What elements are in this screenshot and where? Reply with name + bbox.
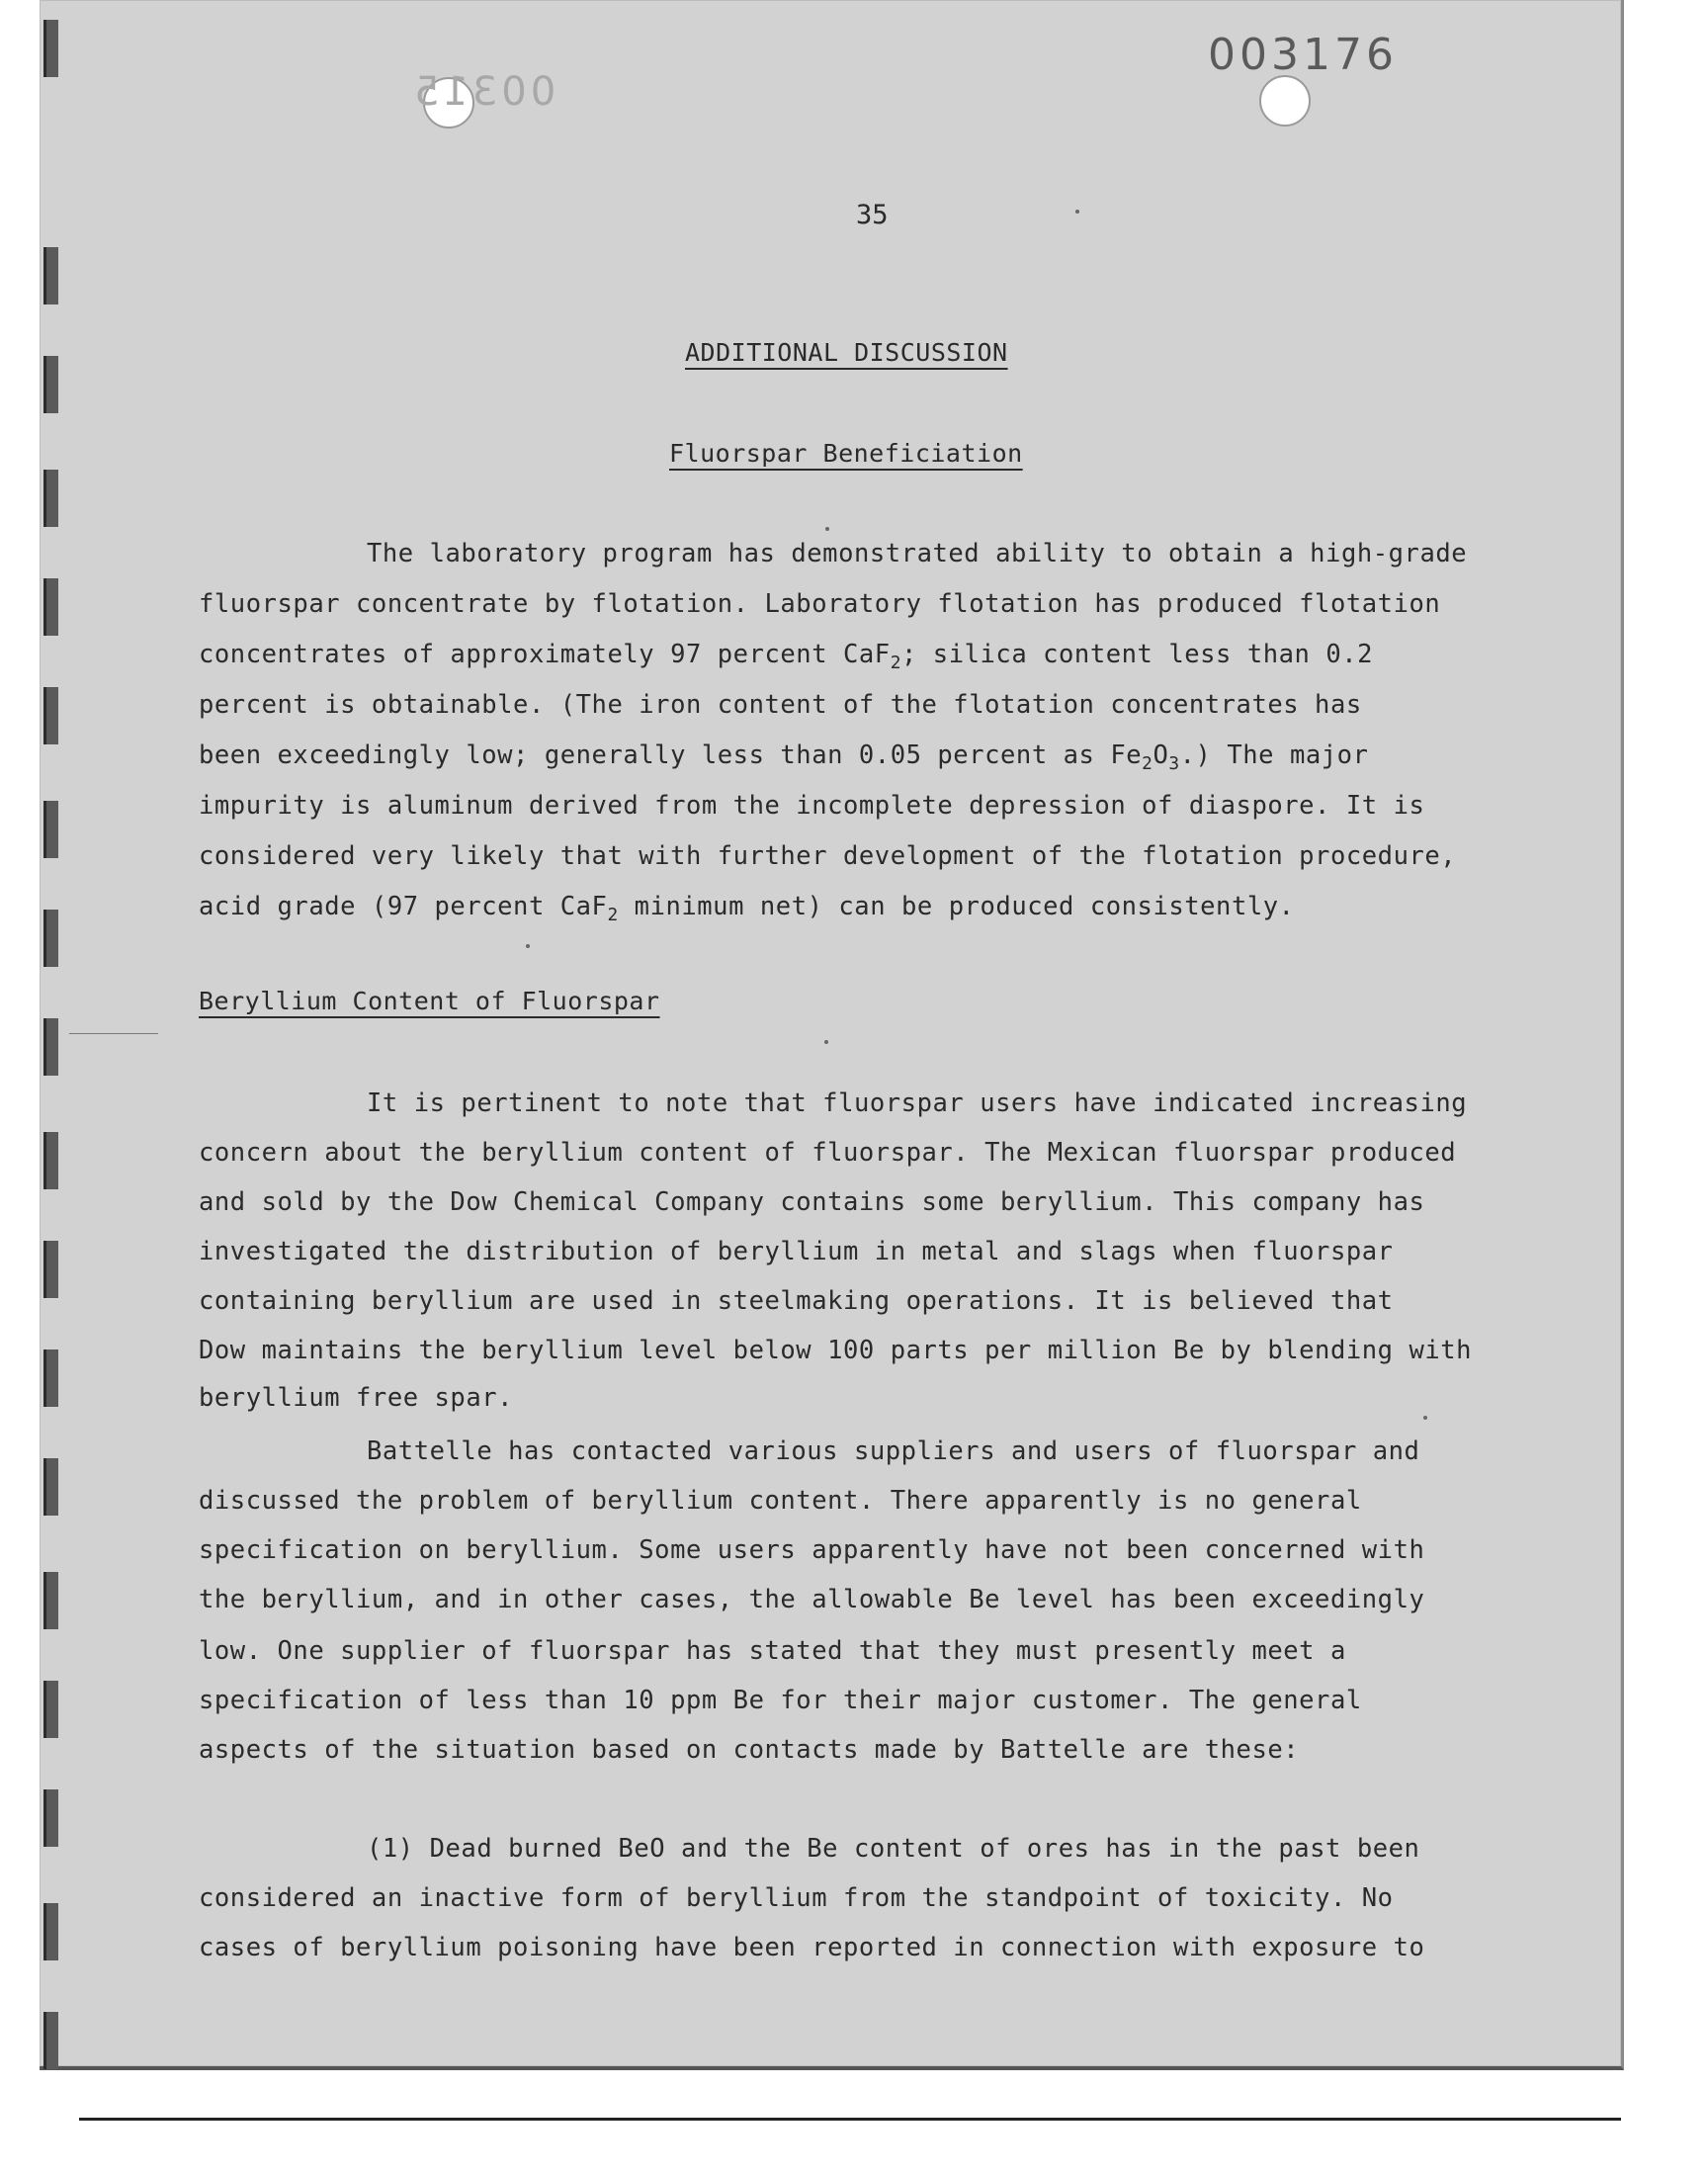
text-run: O (1153, 740, 1169, 770)
binding-strip (43, 20, 57, 2076)
binding-tab (43, 2012, 58, 2069)
speck (526, 944, 530, 948)
binding-tab (43, 1789, 58, 1847)
binding-tab (43, 20, 58, 77)
binding-tab (43, 910, 58, 967)
text-line: cases of beryllium poisoning have been reported in connection with exposure to (199, 1933, 1425, 1962)
sub-heading: Fluorspar Beneficiation (669, 439, 1023, 468)
subscript: 2 (890, 652, 901, 674)
binding-tab (43, 1018, 58, 1076)
binding-tab (43, 1681, 58, 1738)
text-line (199, 640, 1373, 678)
page-number: 35 (856, 200, 889, 230)
text-line: concern about the beryllium content of fluorspar. The Mexican fluorspar produced (199, 1138, 1457, 1168)
text-line: the beryllium, and in other cases, the allowable Be level has been exceedingly (199, 1585, 1425, 1614)
document-number-stamp: 003176 (1208, 30, 1398, 80)
section-heading: Beryllium Content of Fluorspar (199, 987, 660, 1015)
text-line: containing beryllium are used in steelmaking operations. It is believed that (199, 1286, 1394, 1316)
text-run: minimum net) can be produced consistently. (618, 892, 1295, 921)
text-line: It is pertinent to note that fluorspar users have indicated increasing (367, 1088, 1468, 1118)
text-line (199, 740, 1368, 779)
subscript: 2 (607, 905, 619, 926)
text-line: (1) Dead burned BeO and the Be content of ores has in the past been (367, 1834, 1420, 1864)
text-line: low. One supplier of fluorspar has stated that they must presently meet a (199, 1636, 1346, 1666)
binding-tab (43, 687, 58, 744)
subscript: 3 (1168, 753, 1180, 775)
text-run: concentrates of approximately 97 percent CaF (199, 640, 891, 669)
binding-tab (43, 1349, 58, 1407)
text-line: considered very likely that with further development of the flotation procedure, (199, 841, 1457, 871)
text-line: investigated the distribution of beryllium in metal and slags when fluorspar (199, 1237, 1394, 1266)
speck (825, 527, 829, 531)
text-line: and sold by the Dow Chemical Company contains some beryllium. This company has (199, 1187, 1425, 1217)
speck (824, 1040, 828, 1044)
text-line: Battelle has contacted various suppliers and users of fluorspar and (367, 1436, 1420, 1466)
text-run: ; silica content less than 0.2 (901, 640, 1374, 669)
binding-tab (43, 578, 58, 636)
punch-hole-right (1259, 75, 1311, 127)
faint-document-stamp: 00315 (410, 69, 556, 115)
binding-tab (43, 356, 58, 413)
binding-tab (43, 247, 58, 304)
text-line: beryllium free spar. (199, 1383, 514, 1413)
text-run: .) The major (1179, 740, 1369, 770)
text-line: considered an inactive form of beryllium from the standpoint of toxicity. No (199, 1883, 1394, 1913)
text-line: fluorspar concentrate by flotation. Laboratory flotation has produced flotation (199, 589, 1441, 619)
speck (1423, 1416, 1427, 1420)
margin-mark (69, 1033, 158, 1034)
binding-tab (43, 1903, 58, 1960)
binding-tab (43, 1132, 58, 1189)
binding-tab (43, 801, 58, 858)
text-line: The laboratory program has demonstrated ability to obtain a high-grade (367, 539, 1468, 568)
text-run: acid grade (97 percent CaF (199, 892, 608, 921)
speck (1075, 210, 1079, 214)
bottom-rule (79, 2118, 1621, 2121)
text-line (199, 892, 1295, 930)
binding-tab (43, 1241, 58, 1298)
text-line: Dow maintains the beryllium level below 100 parts per million Be by blending with (199, 1336, 1473, 1365)
binding-tab (43, 1458, 58, 1516)
text-line: specification of less than 10 ppm Be for their major customer. The general (199, 1686, 1362, 1715)
text-line: impurity is aluminum derived from the incomplete depression of diaspore. It is (199, 791, 1425, 821)
subscript: 2 (1142, 753, 1153, 775)
text-line: aspects of the situation based on contacts made by Battelle are these: (199, 1735, 1300, 1765)
binding-tab (43, 470, 58, 527)
text-line: specification on beryllium. Some users apparently have not been concerned with (199, 1535, 1425, 1565)
text-line: percent is obtainable. (The iron content of the flotation concentrates has (199, 690, 1362, 720)
text-run: been exceedingly low; generally less than 0.05 percent as Fe (199, 740, 1143, 770)
main-heading: ADDITIONAL DISCUSSION (685, 338, 1008, 367)
binding-tab (43, 1572, 58, 1629)
text-line: discussed the problem of beryllium content. There apparently is no general (199, 1486, 1362, 1516)
